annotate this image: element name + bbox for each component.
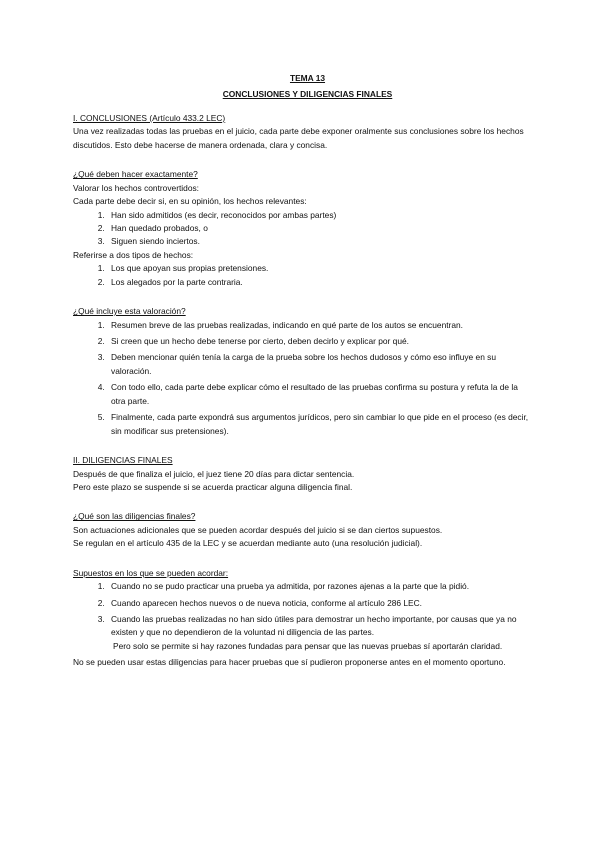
cada-parte-line: Cada parte debe decir si, en su opinión, los hechos relevantes:: [73, 196, 307, 207]
list-item: 2. Han quedado probados, o: [107, 222, 530, 235]
topic-title: TEMA 13: [289, 73, 326, 83]
list-item: 4. Con todo ello, cada parte debe explicar cómo el resultado de las pruebas confirma su postura y refuta la de la otra parte.: [107, 381, 530, 408]
document-title: CONCLUSIONES Y DILIGENCIAS FINALES: [222, 89, 393, 100]
list-item-note: Pero solo se permite si hay razones fundadas para pensar que las nuevas pruebas sí aportarán claridad.: [113, 640, 503, 651]
tipos-hechos-list: [73, 262, 530, 289]
section-heading-diligencias-finales: II. DILIGENCIAS FINALES: [73, 455, 173, 466]
hechos-relevantes-list: [73, 209, 530, 249]
list-item: 5. Finalmente, cada parte expondrá sus argumentos jurídicos, pero sin cambiar lo que pide en el proceso (es decir, sin modificar sus pretensiones).: [107, 411, 530, 438]
supuestos-list: [73, 580, 530, 653]
plazo-line: Después de que finaliza el juicio, el juez tiene 20 días para dictar sentencia.: [73, 468, 355, 479]
list-item: 1. Han sido admitidos (es decir, reconocidos por ambas partes): [107, 209, 530, 222]
valorar-line: Valorar los hechos controvertidos:: [73, 182, 199, 193]
list-item: 2. Si creen que un hecho debe tenerse por cierto, deben decirlo y explicar por qué.: [107, 335, 530, 348]
list-item: 3. Siguen siendo inciertos.: [107, 235, 530, 248]
list-item: [107, 613, 530, 653]
conclusiones-paragraph: Una vez realizadas todas las pruebas en el juicio, cada parte debe exponer oralmente sus conclusiones sobre los hechos discutidos. Esto debe hacerse de manera ordenada, clara y concisa.: [73, 126, 524, 150]
section-heading-que-son: ¿Qué son las diligencias finales?: [73, 511, 196, 522]
list-item-text: Cuando las pruebas realizadas no han sido útiles para demostrar un hecho importante, por causas que ya no existen y que no dependieron de la voluntad ni diligencia de las partes.: [111, 614, 517, 638]
list-item: 1. Los que apoyan sus propias pretensiones.: [107, 262, 530, 275]
section-heading-conclusiones: I. CONCLUSIONES (Artículo 433.2 LEC): [73, 112, 226, 123]
list-item: 2. Cuando aparecen hechos nuevos o de nueva noticia, conforme al artículo 286 LEC.: [107, 597, 530, 610]
list-item: 3. Deben mencionar quién tenía la carga de la prueba sobre los hechos dudosos y cómo eso influye en su valoración.: [107, 351, 530, 378]
suspension-line: Pero este plazo se suspende si se acuerda practicar alguna diligencia final.: [73, 481, 353, 492]
closing-paragraph: No se pueden usar estas diligencias para hacer pruebas que sí pudieron proponerse antes en el momento oportuno.: [73, 657, 506, 668]
list-item: 1. Cuando no se pudo practicar una prueba ya admitida, por razones ajenas a la parte que la pidió.: [107, 580, 530, 593]
referirse-line: Referirse a dos tipos de hechos:: [73, 249, 194, 260]
regulacion-line: Se regulan en el artículo 435 de la LEC y se acuerdan mediante auto (una resolución judicial).: [73, 538, 423, 549]
list-item: 2. Los alegados por la parte contraria.: [107, 276, 530, 289]
list-item: 1. Resumen breve de las pruebas realizadas, indicando en qué parte de los autos se encuentran.: [107, 319, 530, 332]
section-heading-supuestos: Supuestos en los que se pueden acordar:: [73, 567, 229, 578]
section-heading-valoracion: ¿Qué incluye esta valoración?: [73, 306, 186, 317]
valoracion-list: [73, 319, 530, 439]
section-heading-que-deben-hacer: ¿Qué deben hacer exactamente?: [73, 169, 198, 180]
actuaciones-line: Son actuaciones adicionales que se pueden acordar después del juicio si se dan ciertos supuestos.: [73, 524, 443, 535]
